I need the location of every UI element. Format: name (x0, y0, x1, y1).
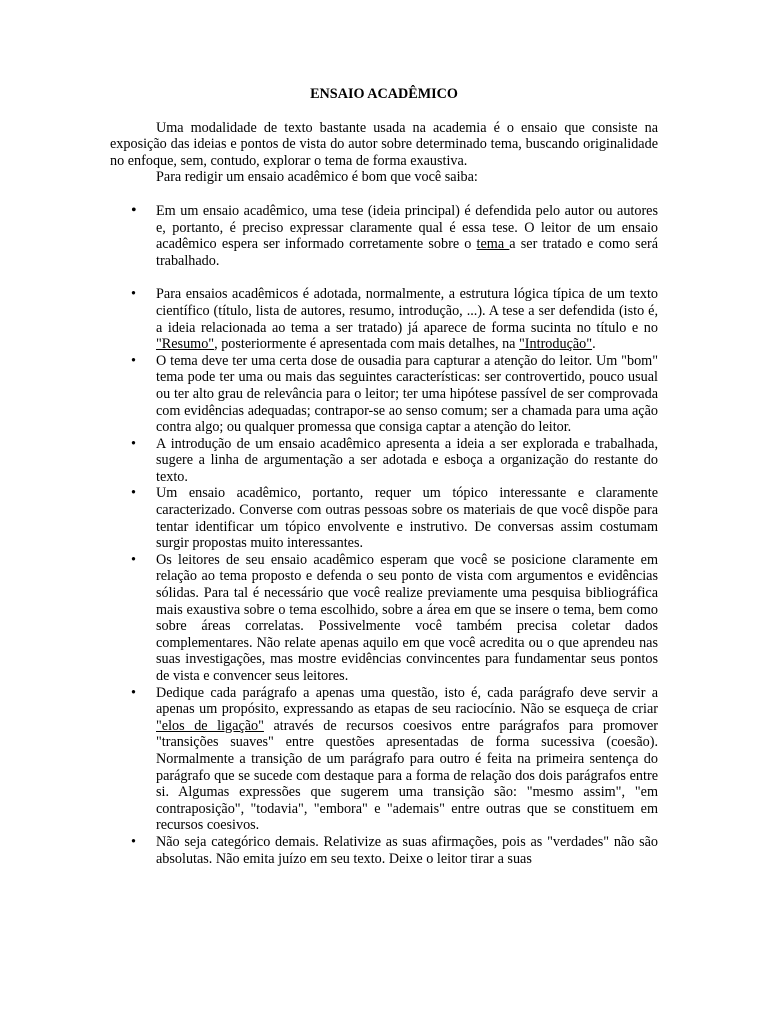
bullet-icon: • (131, 833, 136, 850)
list-item (110, 203, 658, 269)
bullet-icon: • (131, 684, 136, 701)
item-text: Não seja categórico demais. Relativize as suas afirmações, pois as "verdades" não são absolutas. Não emita juízo em seu texto. Deixe o leitor tirar a suas (156, 833, 658, 867)
link-resumo[interactable]: "Resumo" (156, 336, 215, 353)
bullet-icon: • (131, 286, 136, 303)
lead-paragraph: Para redigir um ensaio acadêmico é bom que você saiba: (156, 169, 478, 186)
bullet-icon: • (131, 352, 136, 369)
item-text: Dedique cada parágrafo a apenas uma questão, isto é, cada parágrafo deve servir a apenas um propósito, expressando as etapas de seu raciocínio. Não se esqueça de criar (156, 684, 658, 718)
link-tema[interactable]: tema (476, 236, 510, 253)
list-item (110, 436, 658, 486)
item-text: Para ensaios acadêmicos é adotada, normalmente, a estrutura lógica típica de um texto científico (título, lista de autores, resumo, introdução, ...). A tese a ser defendida (isto é, a ideia relacionada ao tema a ser tratado) já aparece de forma sucinta no título e no (156, 286, 658, 336)
intro-paragraph: Uma modalidade de texto bastante usada na academia é o ensaio que consiste na exposição das ideias e pontos de vista do autor sobre determinado tema, buscando originalidade no enfoque, sem, contudo, explorar o tema de forma exaustiva. (110, 119, 658, 169)
bullet-icon: • (131, 485, 136, 502)
item-text: O tema deve ter uma certa dose de ousadia para capturar a atenção do leitor. Um "bom" tema pode ter uma ou mais das seguintes características: ser controvertido, pouco usual ou ter alto grau de relevância para o leitor; ter uma hipótese passível de ser comprovada com evidências adequadas; contrapor-se ao senso comum; ser a chamada para uma ação contra algo; ou qualquer promessa que consiga captar a atenção do leitor. (156, 352, 658, 436)
item-text: A introdução de um ensaio acadêmico apresenta a ideia a ser explorada e trabalhada, sugere a linha de argumentação a ser adotada e esboça a organização do restante do texto. (156, 435, 658, 485)
bullet-list (110, 203, 658, 867)
list-item (110, 834, 658, 867)
list-item (110, 286, 658, 352)
bullet-icon: • (131, 551, 136, 568)
item-text: Os leitores de seu ensaio acadêmico esperam que você se posicione claramente em relação ao tema proposto e defenda o seu ponto de vista com argumentos e evidências sólidas. Para tal é necessário que você realize previamente uma pesquisa bibliográfica mais exaustiva sobre o tema escolhido, sobre a área em que se insere o tema, bem como sobre áreas correlatas. Possivelmente você também precisa coletar dados complementares. Não relate apenas aquilo em que você acredita ou o que aprendeu nas suas investigações, mas mostre evidências convincentes para fundamentar seus pontos de vista e convencer seus leitores. (156, 551, 658, 684)
list-item (110, 685, 658, 834)
item-text: a ser tratado e como será trabalhado. (156, 236, 659, 269)
item-text: através de recursos coesivos entre parágrafos para promover "transições suaves" entre questões apresentadas de forma sucessiva (coesão). Normalmente a transição de um parágrafo para outro é feita na primeira sentença do parágrafo que se sucede com destaque para a forma de relação dos dois parágrafos entre si. Algumas expressões que sugerem uma transição são: "mesmo assim", "em contraposição", "todavia", "embora" e "ademais" entre outras que se constituem em recursos coesivos. (156, 717, 658, 834)
document-title: ENSAIO ACADÊMICO (310, 86, 458, 102)
bullet-icon: • (131, 435, 136, 452)
link-elos-de-ligacao[interactable]: "elos de ligação" (156, 717, 264, 734)
list-item (110, 485, 658, 551)
item-text: Em um ensaio acadêmico, uma tese (ideia principal) é defendida pelo autor ou autores e, portanto, é preciso expressar claramente qual é essa tese. O leitor de um ensaio acadêmico espera ser informado corretamente sobre o (156, 202, 658, 253)
document-page (110, 86, 658, 867)
item-text: , posteriormente é apresentada com mais detalhes, na (214, 336, 520, 353)
item-text: . (592, 336, 596, 353)
list-item (110, 552, 658, 685)
list-item (110, 353, 658, 436)
item-text: Um ensaio acadêmico, portanto, requer um tópico interessante e claramente caracterizado. Converse com outras pessoas sobre os materiais de que você dispõe para tentar identificar um tópico envolvente e instrutivo. De conversas assim costumam surgir propostas muito interessantes. (156, 485, 658, 552)
bullet-icon: • (131, 201, 137, 219)
link-introducao[interactable]: "Introdução" (519, 336, 593, 353)
